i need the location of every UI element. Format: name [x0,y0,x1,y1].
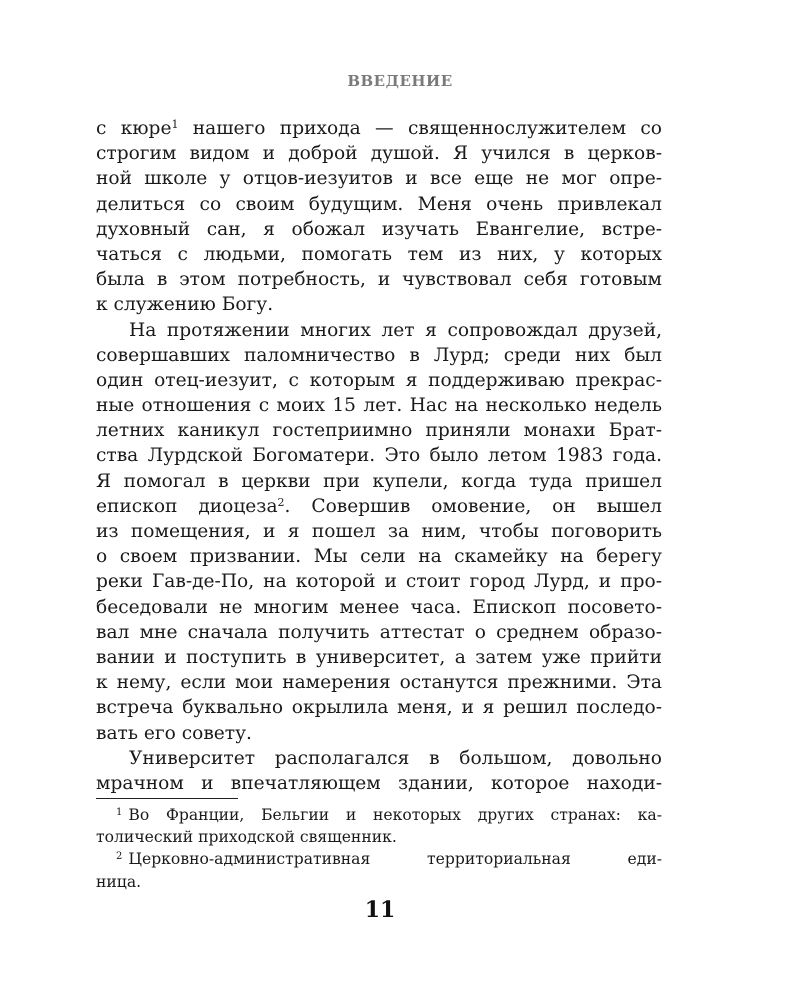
text-line: один отец-иезуит, с которым я поддерживаю прекрас- [96,369,662,391]
text-line: к служению Богу. [96,294,274,316]
footnote-1-cont: толический приходской священник. [96,828,397,847]
text-line: о своем призвании. Мы сели на скамейку на берегу [96,546,662,568]
footnote-ref-2: 2 [277,495,285,509]
text-line: мрачном и впечатляющем здании, которое находи- [96,772,662,794]
text-line: летних каникул гостеприимно приняли монахи Брат- [96,420,662,442]
text-line: вал мне сначала получить аттестат о среднем образо- [96,621,662,643]
text-line: беседовали не многим менее часа. Епископ посовето- [96,596,662,618]
text-line: Университет располагался в большом, довольно [129,747,662,769]
text-line: реки Гав-де-По, на которой и стоит город Лурд, и про- [96,571,662,593]
text-line: ной школе у отцов-иезуитов и все еще не мог опре- [96,168,662,190]
footnote-1: $^1$ Во Франции, Бельгии и некоторых других странах: ка- [116,806,662,824]
text-line: делиться со своим будущим. Меня очень привлекал [96,193,662,215]
footnotes [96,804,662,893]
text-line: с кюре$^1$ нашего прихода — священнослужителем со [96,118,662,139]
footnote-divider [96,798,238,799]
footnote-2: $^2$ Церковно-административная территориальная еди- [116,850,662,869]
text-line: ства Лурдской Богоматери. Это было летом 1983 года. [96,445,662,467]
running-head: ВВЕДЕНИЕ [347,72,453,90]
text-line: была в этом потребность, и чувствовал себя готовым [96,269,662,291]
text-line: Я помогал в церкви при купели, когда туда пришел [96,470,662,492]
text-line: к нему, если мои намерения останутся прежними. Эта [96,672,662,694]
footnote-2-cont: ница. [96,872,142,891]
text-line: чаться с людьми, помогать тем из них, у которых [96,243,662,265]
text-line: строгим видом и доброй душой. Я учился в церков- [96,143,662,165]
text-line: На протяжении многих лет я сопровождал друзей, [129,319,662,341]
page-number: 11 [364,897,396,923]
footnote-ref-1: 1 [171,118,179,131]
text-line: ные отношения с моих 15 лет. Нас на несколько недель [96,395,662,417]
text-line: епископ диоцеза$^2$. Совершив омовение, он вышел [96,495,662,517]
body-text [96,116,662,796]
text-line: совершавших паломничество в Лурд; среди них был [96,344,662,366]
text-line: вании и поступить в университет, а затем уже прийти [96,646,662,668]
text-line: духовный сан, я обожал изучать Евангелие, встре- [96,218,662,240]
text-line: встреча буквально окрылила меня, и я решил последо- [96,697,662,719]
text-line: из помещения, и я пошел за ним, чтобы поговорить [96,521,662,542]
text-line: вать его совету. [96,722,252,744]
